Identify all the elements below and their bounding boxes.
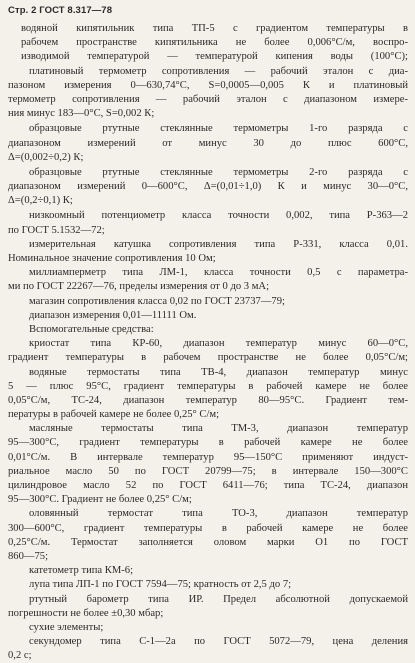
text-line: криостат типа КР-60, диапазон температур минус 60—0°С, <box>29 338 408 350</box>
text-line: диапазоном измерений 0—600°С, Δ=(0,01÷1,0) К и минус 30—0°С, <box>8 181 408 193</box>
text-line: сухие элементы; <box>29 621 104 633</box>
text-line: миллиамперметр типа ЛМ-1, класса точности 0,5 с параметра- <box>29 267 408 279</box>
text-line: по ГОСТ 5.1532—72; <box>8 224 105 236</box>
text-line: диапазон измерения 0,01—11111 Ом. <box>29 309 197 321</box>
text-line: 0,2 с; <box>8 650 32 662</box>
text-line: диапазоном измерений от минус 30 до плюс 600°С, <box>8 137 408 149</box>
text-line: оловянный термостат типа ТО-3, диапазон температур <box>29 508 408 520</box>
text-line: лупа типа ЛП-1 по ГОСТ 7594—75; кратность от 2,5 до 7; <box>29 579 292 591</box>
text-line: рабочем пространстве кипятильника не более 0,006°С/м, воспро- <box>21 37 408 49</box>
text-line: ния минус 183—0°С, S=0,002 К; <box>8 108 155 120</box>
text-line: катетометр типа КМ-6; <box>29 565 134 577</box>
text-line: Номинальное значение сопротивления 10 Ом; <box>8 253 216 264</box>
text-line: 5 — плюс 95°С, градиент температуры в рабочей камере не более <box>8 380 408 392</box>
text-line: 0,25°С/м. Термостат заполняется оловом марки О1 по ГОСТ <box>8 536 408 548</box>
text-line: магазин сопротивления класса 0,02 по ГОСТ 23737—79; <box>29 295 285 307</box>
text-line: образцовые ртутные стеклянные термометры 2-го разряда с <box>29 166 408 178</box>
text-line: 95—300°С. Градиент не более 0,25° С/м; <box>8 494 192 506</box>
text-line: 860—75; <box>8 550 49 562</box>
text-line: измерительная катушка сопротивления типа Р-331, класса 0,01. <box>29 238 408 250</box>
text-line: низкоомный потенциометр класса точности 0,002, типа Р-363—2 <box>29 210 408 222</box>
text-line: 95—300°С, градиент температуры в рабочей камере не более <box>8 437 408 449</box>
text-line: ртутный барометр типа ИР. Предел абсолютной допускаемой <box>29 593 408 605</box>
text-line: цилиндровое масло 52 по ГОСТ 6411—76; типа ТС-24, диапазон <box>8 480 408 491</box>
text-line: погрешности не более ±0,30 мбар; <box>8 607 164 619</box>
text-line: водяные термостаты типа ТВ-4, диапазон температур минус <box>29 366 408 378</box>
text-line: водяной кипятильник типа ТП-5 с градиентом температуры в <box>21 23 408 34</box>
text-line: масляные термостаты типа ТМ-3, диапазон температур <box>29 423 408 435</box>
text-line: Вспомогательные средства: <box>29 323 154 335</box>
text-line: 300—600°С, градиент температуры в рабочей камере не более <box>8 522 408 534</box>
text-line: секундомер типа С-1—2а по ГОСТ 5072—79, цена деления <box>29 636 408 648</box>
text-line: ми по ГОСТ 22267—76, пределы измерения от 0 до 3 мА; <box>8 281 270 293</box>
text-line: градиент температуры в рабочем пространстве не более 0,05°С/м; <box>8 352 408 364</box>
text-line: термометр сопротивления — рабочий эталон с диапазоном измере- <box>8 93 408 105</box>
text-line: Δ=(0,2÷0,1) К; <box>8 195 73 207</box>
page-header: Стр. 2 ГОСТ 8.317—78 <box>8 5 113 16</box>
text-line: пературы в рабочей камере не более 0,25° С/м; <box>8 409 220 421</box>
text-line: образцовые ртутные стеклянные термометры 1-го разряда с <box>29 123 408 135</box>
document-body <box>8 22 408 663</box>
text-line: риальное масло 50 по ГОСТ 20799—75; в интервале 150—300°С <box>8 465 408 477</box>
text-line: изводимой температурой — температурой кипения воды (100°С); <box>21 51 408 63</box>
text-line: пазоном измерения 0—630,74°С, S=0,0005—0,005 К и платиновый <box>8 79 408 91</box>
text-line: платиновый термометр сопротивления — рабочий эталон с диа- <box>29 65 408 77</box>
text-line: 0,01°С/м. В интервале температур 95—150°С применяют индуст- <box>8 451 408 463</box>
text-line: Δ=(0,002÷0,2) К; <box>8 151 84 163</box>
text-line: 0,05°С/м, ТС-24, диапазон температур 80—95°С. Градиент тем- <box>8 394 408 406</box>
